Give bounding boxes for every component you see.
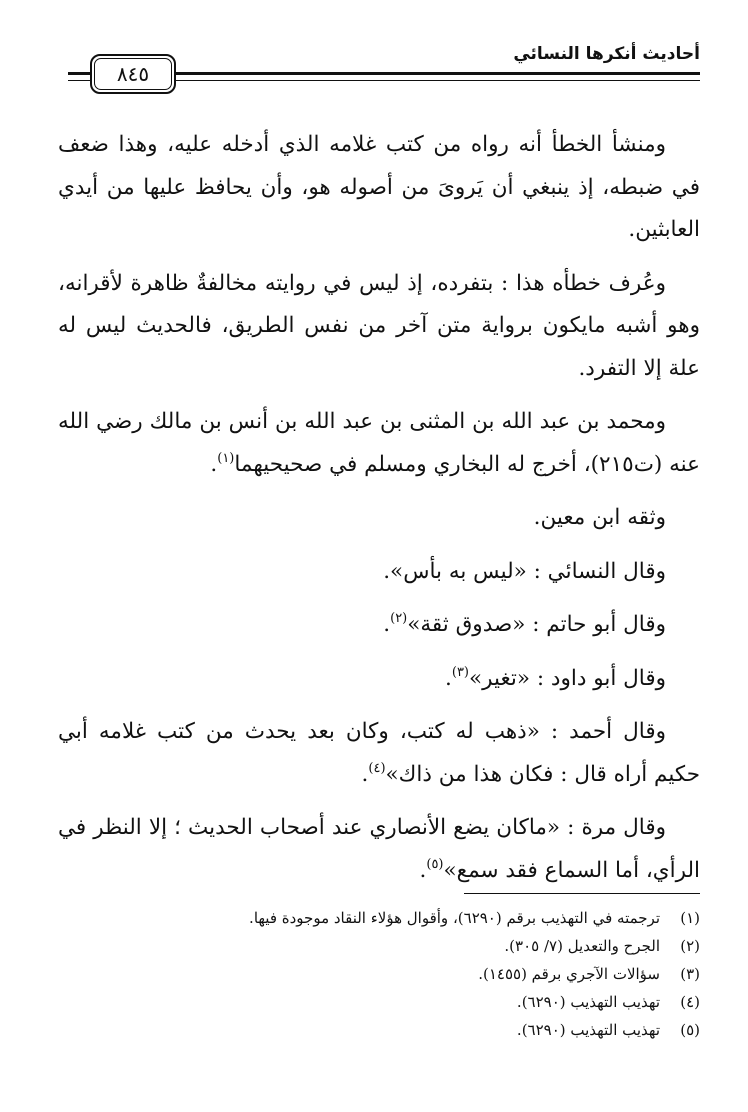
- footnote-text: ترجمته في التهذيب برقم (٦٢٩٠)، وأقوال هؤلاء النقاد موجودة فيها.: [249, 909, 660, 927]
- paragraph-text: وقال مرة : «ماكان يضع الأنصاري عند أصحاب الحديث ؛ إلا النظر في الرأي، أما السماع فقد سمع»: [58, 815, 700, 883]
- paragraph: [58, 401, 700, 486]
- footnote-text: سؤالات الآجري برقم (١٤٥٥).: [478, 965, 660, 983]
- paragraph-tail: .: [445, 665, 452, 691]
- footnote-separator: [464, 893, 700, 894]
- paragraph: [58, 604, 700, 647]
- paragraph-text: ومحمد بن عبد الله بن المثنى بن عبد الله بن أنس بن مالك رضي الله عنه (ت٢١٥)، أخرج له البخاري ومسلم في صحيحيهما: [58, 409, 700, 477]
- footnote: [58, 1016, 700, 1044]
- paragraph: [58, 124, 700, 252]
- footnote-reference[interactable]: (٥): [426, 856, 444, 872]
- paragraph: [58, 658, 700, 701]
- paragraph-text: وعُرف خطأه هذا : بتفرده، إذ ليس في روايته مخالفةٌ ظاهرة لأقرانه، وهو أشبه مايكون برواية متن آخر من نفس الطريق، فالحديث ليس له علة إلا التفرد.: [58, 270, 700, 381]
- running-header-title: أحاديث أنكرها النسائي: [513, 44, 700, 64]
- footnote-reference[interactable]: (٤): [368, 760, 386, 776]
- paragraph-text: وثقه ابن معين.: [533, 505, 666, 530]
- footnote-reference[interactable]: (٣): [451, 664, 469, 680]
- footnote-reference[interactable]: (٢): [390, 611, 408, 626]
- paragraph: [58, 807, 700, 892]
- footnote: [58, 932, 700, 960]
- paragraph-text: وقال أحمد : «ذهب له كتب، وكان بعد يحدث من كتب غلامه أبي حكيم أراه قال : فكان هذا من ذاك»: [58, 719, 700, 787]
- footnote-number: (٥): [680, 1021, 700, 1039]
- footnote: [58, 904, 700, 932]
- paragraph: [58, 263, 700, 391]
- footnote-number: (١): [680, 909, 700, 927]
- footnote-text: تهذيب التهذيب (٦٢٩٠).: [516, 1021, 660, 1039]
- page-number-frame: [90, 54, 176, 94]
- footnote-number: (٣): [680, 965, 700, 983]
- paragraph-text: وقال أبو حاتم : «صدوق ثقة»: [407, 612, 666, 637]
- footnotes: [58, 904, 700, 1044]
- main-text: [58, 124, 700, 903]
- paragraph-tail: .: [210, 451, 218, 477]
- footnote-text: الجرح والتعديل (٧/ ٣٠٥).: [504, 937, 660, 955]
- page-number: ٨٤٥: [116, 62, 150, 86]
- footnote-text: تهذيب التهذيب (٦٢٩٠).: [516, 993, 660, 1011]
- paragraph-tail: .: [419, 857, 427, 883]
- footnote-number: (٢): [680, 937, 700, 955]
- footnote: [58, 960, 700, 988]
- paragraph-text: وقال أبو داود : «تغير»: [469, 665, 666, 691]
- paragraph-tail: .: [361, 761, 369, 787]
- footnote: [58, 988, 700, 1016]
- paragraph-text: وقال النسائي : «ليس به بأس».: [383, 558, 666, 584]
- paragraph-text: ومنشأ الخطأ أنه رواه من كتب غلامه الذي أدخله عليه، وهذا ضعف في ضبطه، إذ ينبغي أن يَروىَ من أصوله هو، وأن يحافظ عليها من أيدي العابثين.: [58, 132, 700, 242]
- paragraph: [58, 497, 700, 540]
- footnote-number: (٤): [680, 993, 700, 1011]
- paragraph: [58, 711, 700, 796]
- footnote-reference[interactable]: (١): [217, 450, 235, 466]
- paragraph-tail: .: [383, 612, 391, 637]
- paragraph: [58, 551, 700, 594]
